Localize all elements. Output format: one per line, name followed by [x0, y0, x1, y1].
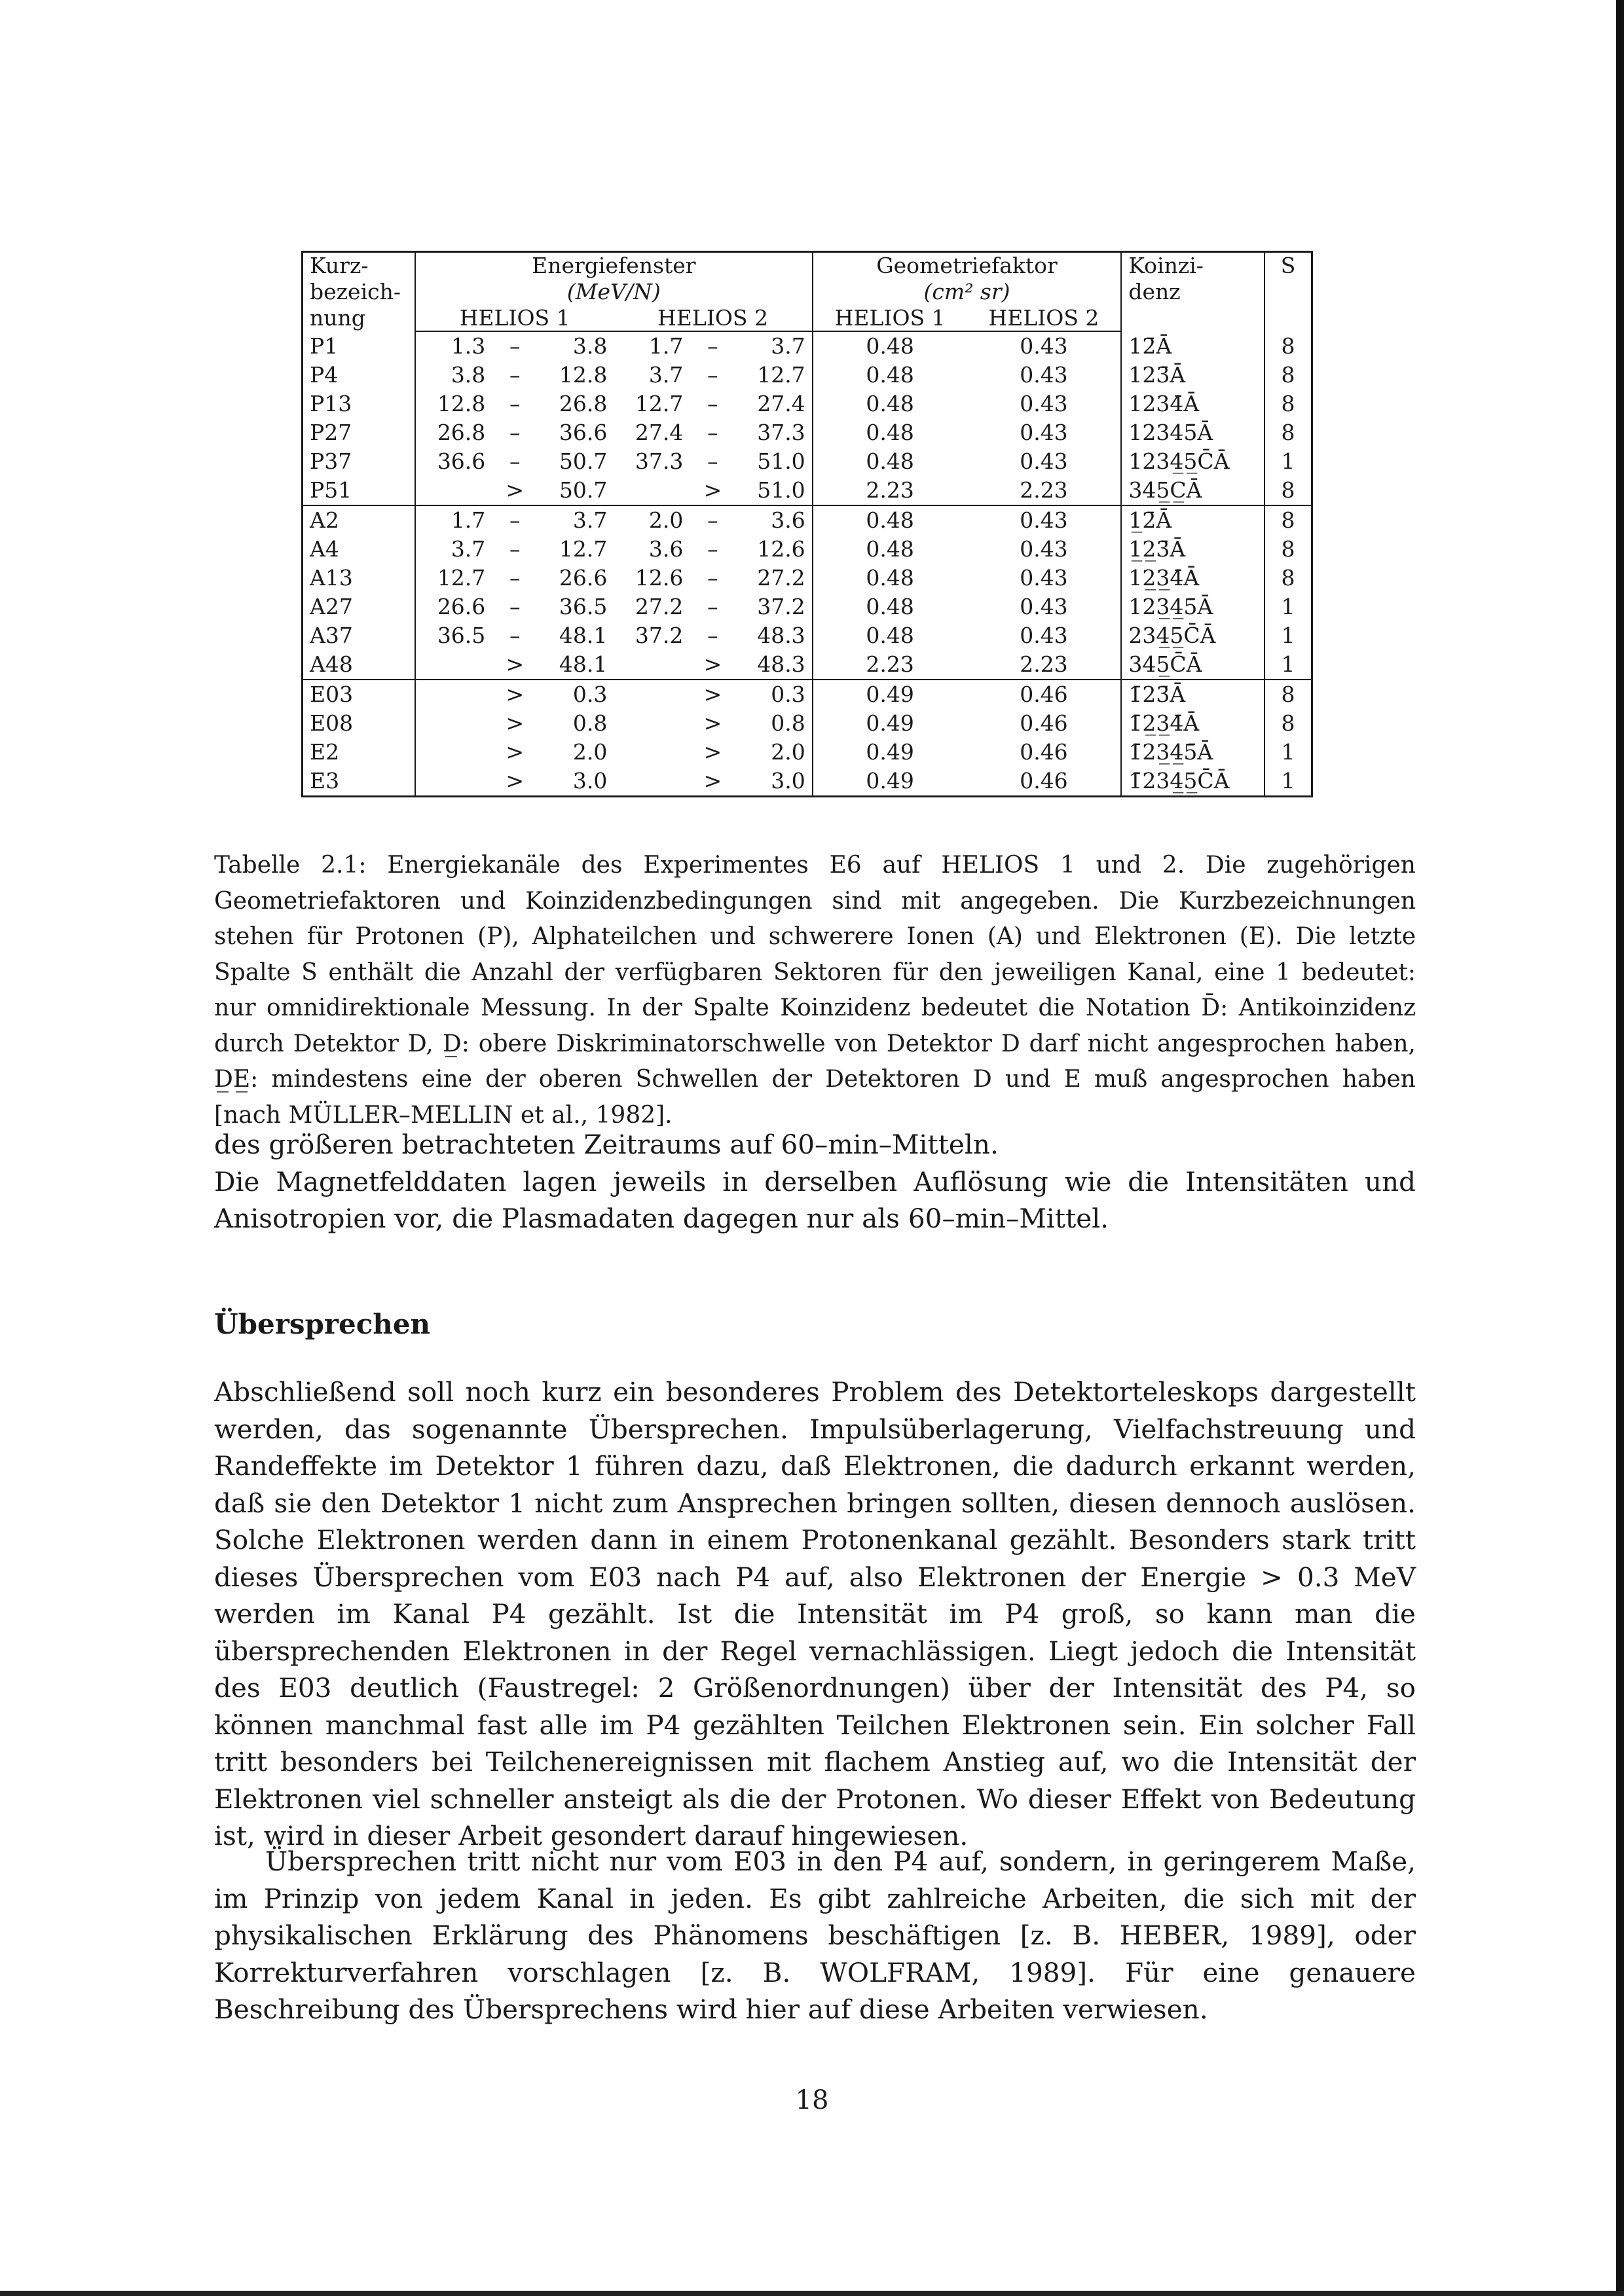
cell-geo-h2: 0.43 — [967, 418, 1122, 447]
cell-geo-h2: 0.43 — [967, 564, 1122, 592]
header-kurz-line1: Kurz- — [310, 253, 369, 278]
cell-e1-op: – — [509, 420, 521, 445]
header-koinzidenz — [1121, 252, 1264, 332]
cell-e2-from — [614, 738, 690, 767]
cell-e1-op: – — [509, 565, 521, 591]
cell-geo-h2: 0.46 — [967, 709, 1122, 738]
cell-e1-op: > — [492, 476, 538, 505]
cell-e2-from: 27.4 — [635, 420, 684, 445]
cell-e2-from: 3.7 — [648, 362, 684, 388]
table-row — [303, 592, 1312, 621]
cell-e1-op: – — [509, 536, 521, 562]
cell-koinzidenz: 123̄Ā — [1121, 361, 1264, 390]
cell-e2-from — [614, 680, 690, 709]
cell-e1-to: 26.6 — [559, 565, 608, 591]
cell-koinzidenz: 345̲C̲Ā — [1121, 476, 1264, 505]
cell-geo-h2: 0.43 — [967, 535, 1122, 564]
cell-e1-from: 12.7 — [437, 565, 486, 591]
cell-e2-from: 12.6 — [635, 565, 684, 591]
cell-geo-h2: 0.46 — [967, 680, 1122, 709]
cell-geo-h1: 0.49 — [866, 710, 914, 736]
cell-e1-to: 36.5 — [559, 594, 608, 619]
header-s — [1264, 252, 1312, 332]
cell-e1-to: 50.7 — [538, 476, 614, 505]
cell-e2-op: – — [707, 420, 718, 445]
cell-geo-h1: 0.48 — [866, 507, 914, 533]
cell-e1-from — [415, 709, 492, 738]
cell-s: 1 — [1264, 767, 1312, 797]
table-row — [303, 709, 1312, 738]
cell-koinzidenz: 1̄23̄Ā — [1121, 680, 1264, 709]
table-caption — [214, 848, 1416, 1133]
cell-e2-op: > — [690, 476, 735, 505]
cell-s: 8 — [1281, 507, 1295, 533]
cell-geo-h1: 0.48 — [866, 333, 914, 359]
cell-geo-h1: 0.48 — [866, 536, 914, 562]
cell-name: A27 — [303, 592, 416, 621]
cell-name: P4 — [303, 361, 416, 390]
cell-e2-from: 3.6 — [648, 536, 684, 562]
cell-geo-h1: 2.23 — [813, 476, 967, 505]
cell-geo-h2: 0.43 — [967, 505, 1122, 535]
cell-s: 8 — [1281, 565, 1295, 591]
cell-e2-from: 37.2 — [635, 623, 684, 648]
header-energie-unit: (MeV/N) — [566, 279, 661, 304]
cell-geo-h2: 0.43 — [967, 390, 1122, 418]
cell-e1-from — [415, 680, 492, 709]
cell-geo-h1: 0.48 — [866, 420, 914, 445]
cell-e1-to: 3.0 — [538, 767, 614, 797]
table-row — [303, 621, 1312, 650]
cell-koinzidenz: 12̲3̲4̄Ā — [1121, 564, 1264, 592]
cell-e2-from — [614, 767, 690, 797]
paragraph-1: des größeren betrachteten Zeitraums auf 60–min–Mitteln. — [214, 1129, 999, 1160]
cell-e2-to: 3.7 — [735, 331, 812, 361]
cell-koinzidenz: 1̄23̲4̲5̄Ā — [1121, 738, 1264, 767]
header-koinz-line1: Koinzi- — [1128, 253, 1204, 278]
table-row — [303, 535, 1312, 564]
header-kurz-line3: nung — [310, 305, 365, 331]
header-s-label: S — [1280, 253, 1296, 278]
cell-e1-from: 1.7 — [451, 507, 486, 533]
header-energie-title: Energiefenster — [532, 253, 696, 278]
header-geo-helios2: HELIOS 2 — [967, 306, 1122, 331]
cell-koinzidenz: 1̲2̄Ā — [1121, 505, 1264, 535]
header-energiefenster — [415, 252, 813, 306]
cell-e1-from — [415, 650, 492, 680]
cell-koinzidenz: 1̄2̲3̲4̄Ā — [1121, 709, 1264, 738]
header-geo-helios1: HELIOS 1 — [813, 306, 967, 331]
section-heading: Übersprechen — [214, 1308, 431, 1340]
cell-e2-to: 12.7 — [735, 361, 812, 390]
cell-e2-op: – — [707, 594, 718, 619]
cell-e1-op: – — [509, 507, 521, 533]
cell-e2-from: 27.2 — [635, 594, 684, 619]
cell-e1-from — [415, 476, 492, 505]
cell-e1-from: 12.8 — [437, 391, 486, 416]
cell-e2-to: 48.3 — [735, 621, 812, 650]
cell-e2-to: 3.0 — [735, 767, 812, 797]
cell-e1-from — [415, 767, 492, 797]
cell-e1-to: 50.7 — [559, 448, 608, 474]
cell-e2-from — [614, 709, 690, 738]
cell-e1-from: 26.6 — [437, 594, 486, 619]
cell-geo-h2: 2.23 — [967, 650, 1122, 680]
cell-geo-h1: 0.48 — [866, 448, 914, 474]
table-row — [303, 390, 1312, 418]
cell-s: 8 — [1264, 476, 1312, 505]
header-energie-helios2: HELIOS 2 — [614, 306, 812, 331]
cell-e1-to: 12.8 — [559, 362, 608, 388]
cell-e2-to: 2.0 — [735, 738, 812, 767]
paragraph-4: Übersprechen tritt nicht nur vom E03 in den P4 auf, sondern, in geringerem Maße, im Prinzip von jedem Kanal in jeden. Es gibt zahlreiche Arbeiten, die sich mit der physikalischen Erklärung des Phänomens beschäftigen [z. B. HEBER, 1989], oder Korrekturverfahren vorschlagen [z. B. WOLFRAM, 1989]. Für eine genauere Beschreibung des Übersprechens wird hier auf diese Arbeiten verwiesen. — [214, 1846, 1416, 2025]
cell-koinzidenz: 123̲4̲5̄Ā — [1121, 592, 1264, 621]
cell-name: P27 — [303, 418, 416, 447]
cell-name: P51 — [303, 476, 416, 505]
cell-e1-op: – — [509, 594, 521, 619]
energy-channel-table — [301, 251, 1313, 797]
table-row — [303, 650, 1312, 680]
cell-e1-op: – — [509, 362, 521, 388]
header-geometriefaktor — [813, 252, 1122, 306]
cell-geo-h1: 0.48 — [866, 391, 914, 416]
cell-e2-op: – — [707, 565, 718, 591]
cell-name: A2 — [303, 505, 416, 535]
cell-e2-op: – — [707, 333, 718, 359]
cell-s: 8 — [1281, 420, 1295, 445]
cell-koinzidenz: 1̄234̲5̲C̄Ā — [1121, 767, 1264, 797]
header-geo-unit: (cm² sr) — [923, 279, 1010, 304]
cell-name: E2 — [303, 738, 416, 767]
cell-e2-from: 12.7 — [635, 391, 684, 416]
caption-text: Tabelle 2.1: Energiekanäle des Experimentes E6 auf HELIOS 1 und 2. Die zugehörigen Geometriefaktoren und Koinzidenzbedingungen sind mit angegeben. Die Kurzbezeichnungen stehen für Protonen (P), Alphateilchen und schwerere Ionen (A) und Elektronen (E). Die letzte Spalte S enthält die Anzahl der verfügbaren Sektoren für den jeweiligen Kanal, eine 1 bedeutet: nur omnidirektionale Messung. In der Spalte Koinzidenz bedeutet die Notation D̄: Antikoinzidenz durch Detektor D, D̲: obere Diskriminatorschwelle von Detektor D darf nicht angesprochen haben, D̲E̲: mindestens eine der oberen Schwellen der Detektoren D und E muß angesprochen haben [nach MÜLLER–MELLIN et al., 1982]. — [214, 852, 1416, 1129]
intro-paragraphs — [214, 1126, 1416, 1237]
cell-s: 1 — [1281, 739, 1295, 765]
cell-s: 8 — [1281, 391, 1295, 416]
cell-geo-h1: 0.49 — [813, 767, 967, 797]
cell-e1-to: 0.3 — [572, 682, 608, 707]
cell-e1-op: – — [509, 391, 521, 416]
cell-e1-to: 2.0 — [572, 739, 608, 765]
cell-koinzidenz: 1234̲5̲C̄Ā — [1121, 447, 1264, 476]
cell-e2-to: 48.3 — [735, 650, 812, 680]
cell-e1-op: > — [506, 739, 525, 765]
table-row — [303, 361, 1312, 390]
cell-s: 8 — [1281, 682, 1295, 707]
cell-koinzidenz: 12̄Ā — [1121, 331, 1264, 361]
table-row — [303, 331, 1312, 361]
cell-name: P13 — [303, 390, 416, 418]
cell-e1-to: 3.7 — [572, 507, 608, 533]
table-row — [303, 767, 1312, 797]
cell-e1-to: 48.1 — [559, 623, 608, 648]
cell-e1-to: 12.7 — [559, 536, 608, 562]
cell-e2-op: – — [707, 391, 718, 416]
cell-name: P37 — [303, 447, 416, 476]
cell-s: 1 — [1281, 623, 1295, 648]
cell-e2-op: > — [703, 682, 722, 707]
cell-e2-to: 51.0 — [735, 447, 812, 476]
cell-koinzidenz: 345̲C̄Ā — [1121, 650, 1264, 680]
cell-name: A48 — [303, 650, 416, 680]
cell-e2-from — [614, 476, 690, 505]
cell-e2-to: 51.0 — [735, 476, 812, 505]
cell-geo-h1: 0.49 — [866, 739, 914, 765]
scan-edge-right — [1616, 0, 1624, 2296]
cell-e2-op: – — [707, 507, 718, 533]
paragraph-3: Abschließend soll noch kurz ein besonderes Problem des Detektorteleskops dargestellt werden, das sogenannte Übersprechen. Impulsüberlagerung, Vielfachstreuung und Randeffekte im Detektor 1 führen dazu, daß Elektronen, die dadurch erkannt werden, daß sie den Detektor 1 nicht zum Ansprechen bringen sollten, diesen dennoch auslösen. Solche Elektronen werden dann in einem Protonenkanal gezählt. Besonders stark tritt dieses Übersprechen vom E03 nach P4 auf, also Elektronen der Energie > 0.3 MeV werden im Kanal P4 gezählt. Ist die Intensität im P4 groß, so kann man die übersprechenden Elektronen in der Regel vernachlässigen. Liegt jedoch die Intensität des E03 deutlich (Faustregel: 2 Größenordnungen) über der Intensität des P4, so können manchmal fast alle im P4 gezählten Teilchen Elektronen sein. Ein solcher Fall tritt besonders bei Teilchenereignissen mit flachem Anstieg auf, wo die Intensität der Elektronen viel schneller ansteigt als die der Protonen. Wo dieser Effekt von Bedeutung ist, wird in dieser Arbeit gesondert darauf hingewiesen. — [214, 1376, 1416, 1851]
cell-e1-from: 26.8 — [437, 420, 486, 445]
cell-geo-h2: 0.46 — [967, 767, 1122, 797]
cell-e1-op: – — [509, 448, 521, 474]
cell-e1-op: – — [509, 333, 521, 359]
cell-e1-op: > — [492, 650, 538, 680]
cell-e1-from: 3.7 — [451, 536, 486, 562]
cell-name: E08 — [303, 709, 416, 738]
cell-geo-h2: 0.43 — [967, 361, 1122, 390]
cell-s: 8 — [1281, 536, 1295, 562]
table-row — [303, 564, 1312, 592]
cell-s: 1 — [1281, 448, 1295, 474]
cell-geo-h2: 2.23 — [967, 476, 1122, 505]
cell-e2-op: > — [703, 739, 722, 765]
cell-geo-h1: 0.48 — [866, 565, 914, 591]
cell-name: P1 — [303, 331, 416, 361]
cell-e2-op: – — [707, 623, 718, 648]
cell-e2-op: – — [707, 536, 718, 562]
header-kurz-line2: bezeich- — [310, 279, 401, 304]
cell-name: A37 — [303, 621, 416, 650]
cell-name: A4 — [303, 535, 416, 564]
cell-e1-op: > — [506, 682, 525, 707]
header-geo-title: Geometriefaktor — [876, 253, 1058, 278]
cell-e1-op: > — [492, 767, 538, 797]
cell-e1-to: 3.8 — [572, 333, 608, 359]
cell-e2-from: 2.0 — [648, 507, 684, 533]
cell-e2-op: – — [707, 362, 718, 388]
section-body-2 — [214, 1843, 1416, 2028]
cell-koinzidenz: 12345̄Ā — [1121, 418, 1264, 447]
cell-e2-from — [614, 650, 690, 680]
cell-koinzidenz: 234̲5̲C̄Ā — [1121, 621, 1264, 650]
cell-e1-from: 36.5 — [437, 623, 486, 648]
cell-geo-h2: 0.43 — [967, 621, 1122, 650]
scan-edge-bottom — [0, 2291, 1624, 2296]
cell-koinzidenz: 1̲2̲3̄Ā — [1121, 535, 1264, 564]
cell-geo-h2: 0.43 — [967, 447, 1122, 476]
table-header — [303, 252, 1312, 332]
cell-s: 8 — [1281, 710, 1295, 736]
cell-e1-op: – — [509, 623, 521, 648]
cell-e2-to: 0.3 — [735, 680, 812, 709]
cell-e1-from: 36.6 — [437, 448, 486, 474]
cell-e2-to: 3.6 — [735, 505, 812, 535]
cell-geo-h2: 0.46 — [967, 738, 1122, 767]
cell-geo-h2: 0.43 — [967, 592, 1122, 621]
header-kurzbezeichnung — [303, 252, 416, 332]
cell-e2-op: > — [690, 767, 735, 797]
cell-e2-to: 27.4 — [735, 390, 812, 418]
cell-e2-from: 37.3 — [635, 448, 684, 474]
cell-s: 1 — [1264, 650, 1312, 680]
table-row — [303, 418, 1312, 447]
cell-geo-h1: 2.23 — [813, 650, 967, 680]
cell-name: E3 — [303, 767, 416, 797]
cell-name: E03 — [303, 680, 416, 709]
cell-geo-h2: 0.43 — [967, 331, 1122, 361]
table-body — [303, 331, 1312, 797]
table-row — [303, 476, 1312, 505]
cell-e2-to: 37.3 — [735, 418, 812, 447]
cell-e1-to: 0.8 — [572, 710, 608, 736]
paragraph-2: Die Magnetfelddaten lagen jeweils in derselben Auflösung wie die Intensitäten und Anisotropien vor, die Plasmadaten dagegen nur als 60–min–Mittel. — [214, 1165, 1416, 1234]
header-energie-helios1: HELIOS 1 — [415, 306, 614, 331]
cell-geo-h1: 0.48 — [866, 362, 914, 388]
cell-e2-from: 1.7 — [648, 333, 684, 359]
cell-e1-to: 36.6 — [559, 420, 608, 445]
cell-s: 8 — [1281, 362, 1295, 388]
page-number: 18 — [795, 2085, 829, 2115]
cell-e1-op: > — [506, 710, 525, 736]
cell-e1-to: 48.1 — [538, 650, 614, 680]
cell-s: 8 — [1281, 333, 1295, 359]
table-row — [303, 447, 1312, 476]
cell-e2-op: – — [707, 448, 718, 474]
cell-name: A13 — [303, 564, 416, 592]
cell-e2-to: 27.2 — [735, 564, 812, 592]
cell-geo-h1: 0.49 — [866, 682, 914, 707]
cell-e2-to: 0.8 — [735, 709, 812, 738]
cell-geo-h1: 0.48 — [866, 623, 914, 648]
table-row — [303, 680, 1312, 709]
cell-e2-to: 12.6 — [735, 535, 812, 564]
table-row — [303, 505, 1312, 535]
cell-e2-op: > — [690, 650, 735, 680]
section-body — [214, 1374, 1416, 1855]
table-row — [303, 738, 1312, 767]
cell-koinzidenz: 1234̄Ā — [1121, 390, 1264, 418]
cell-e1-from: 1.3 — [451, 333, 486, 359]
cell-e1-from — [415, 738, 492, 767]
cell-s: 1 — [1281, 594, 1295, 619]
cell-e1-to: 26.8 — [559, 391, 608, 416]
cell-e1-from: 3.8 — [451, 362, 486, 388]
cell-e2-to: 37.2 — [735, 592, 812, 621]
header-koinz-line2: denz — [1128, 279, 1181, 304]
cell-geo-h1: 0.48 — [866, 594, 914, 619]
cell-e2-op: > — [703, 710, 722, 736]
